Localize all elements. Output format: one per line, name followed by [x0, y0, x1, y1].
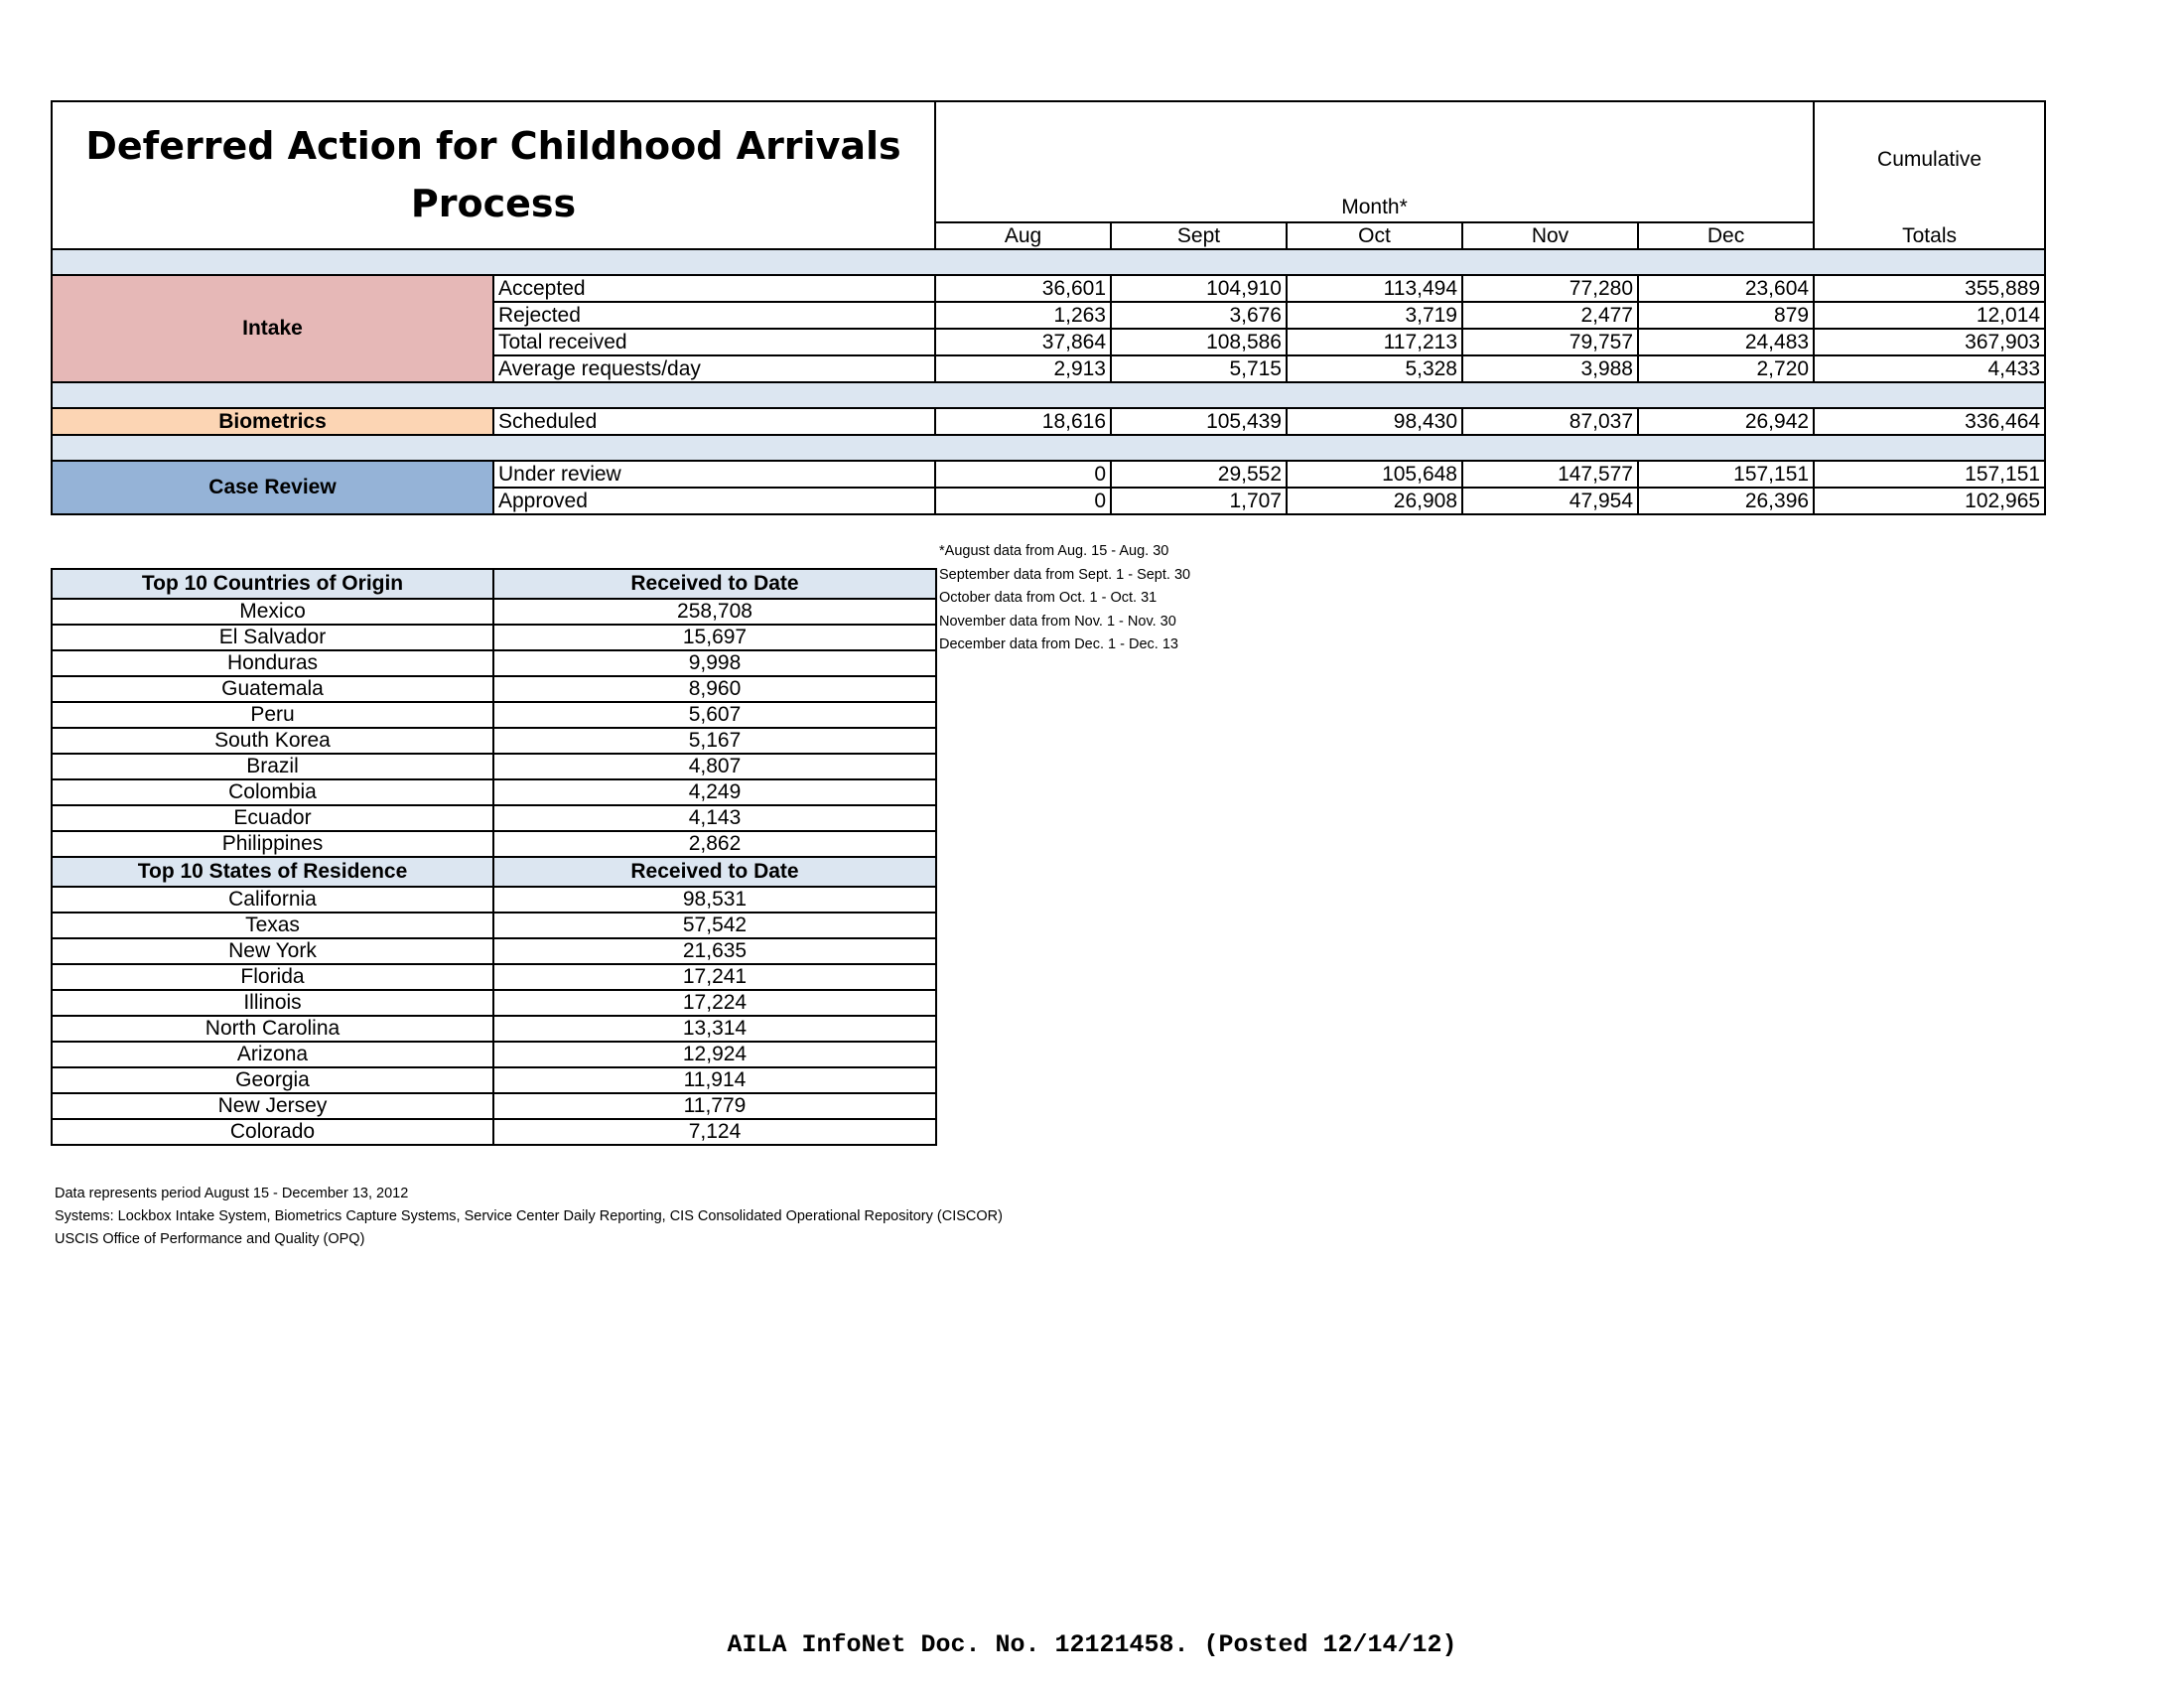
month-value: 18,616	[935, 408, 1111, 435]
month-value: 24,483	[1638, 329, 1814, 355]
state-header-name: Top 10 States of Residence	[52, 857, 493, 887]
cumulative-header-top: Cumulative	[1814, 101, 2045, 222]
month-label-nov: Nov	[1462, 222, 1638, 249]
cumulative-total: 355,889	[1814, 275, 2045, 302]
section-spacer-row	[52, 382, 2045, 408]
state-row	[52, 1067, 936, 1093]
country-value: 5,167	[493, 728, 936, 754]
country-name: Colombia	[52, 779, 493, 805]
month-value: 26,908	[1287, 488, 1462, 514]
country-name: South Korea	[52, 728, 493, 754]
month-value: 3,676	[1111, 302, 1287, 329]
country-name: El Salvador	[52, 625, 493, 650]
section-spacer-row	[52, 435, 2045, 461]
country-row	[52, 831, 936, 857]
state-name: New York	[52, 938, 493, 964]
country-name: Peru	[52, 702, 493, 728]
biometrics-row	[52, 408, 2045, 435]
state-header-row	[52, 857, 936, 887]
daca-process-table	[51, 100, 2046, 515]
page-title: Deferred Action for Childhood Arrivals Process	[52, 101, 935, 249]
country-row	[52, 676, 936, 702]
month-value: 879	[1638, 302, 1814, 329]
month-value: 29,552	[1111, 461, 1287, 488]
cumulative-total: 12,014	[1814, 302, 2045, 329]
header-row-top	[52, 101, 2045, 222]
month-value: 108,586	[1111, 329, 1287, 355]
country-value: 4,249	[493, 779, 936, 805]
case-review-section-label: Case Review	[52, 461, 493, 514]
state-row	[52, 964, 936, 990]
month-value: 1,707	[1111, 488, 1287, 514]
state-name: New Jersey	[52, 1093, 493, 1119]
metric-label: Rejected	[493, 302, 935, 329]
state-value: 98,531	[493, 887, 936, 913]
country-name: Ecuador	[52, 805, 493, 831]
country-name: Brazil	[52, 754, 493, 779]
month-value: 2,477	[1462, 302, 1638, 329]
country-value: 2,862	[493, 831, 936, 857]
month-value: 1,263	[935, 302, 1111, 329]
state-row	[52, 938, 936, 964]
country-name: Guatemala	[52, 676, 493, 702]
month-value: 2,720	[1638, 355, 1814, 382]
month-value: 87,037	[1462, 408, 1638, 435]
state-value: 21,635	[493, 938, 936, 964]
month-label-sept: Sept	[1111, 222, 1287, 249]
intake-row	[52, 275, 2045, 302]
state-name: Florida	[52, 964, 493, 990]
country-header-name: Top 10 Countries of Origin	[52, 569, 493, 599]
country-header-value: Received to Date	[493, 569, 936, 599]
country-row	[52, 805, 936, 831]
country-name: Philippines	[52, 831, 493, 857]
month-value: 77,280	[1462, 275, 1638, 302]
spacer-cell	[52, 249, 2045, 275]
month-note: October data from Oct. 1 - Oct. 31	[939, 590, 1158, 606]
spacer-cell	[52, 435, 2045, 461]
source-note: USCIS Office of Performance and Quality (OPQ)	[55, 1231, 365, 1247]
state-value: 11,779	[493, 1093, 936, 1119]
country-row	[52, 650, 936, 676]
metric-label: Scheduled	[493, 408, 935, 435]
cumulative-total: 102,965	[1814, 488, 2045, 514]
state-value: 7,124	[493, 1119, 936, 1145]
state-value: 57,542	[493, 913, 936, 938]
state-value: 13,314	[493, 1016, 936, 1042]
month-value: 0	[935, 488, 1111, 514]
month-value: 5,328	[1287, 355, 1462, 382]
state-row	[52, 1119, 936, 1145]
state-row	[52, 1093, 936, 1119]
country-header-row	[52, 569, 936, 599]
month-header: Month*	[935, 101, 1814, 222]
section-spacer-row	[52, 249, 2045, 275]
source-note: Data represents period August 15 - December 13, 2012	[55, 1186, 409, 1201]
state-name: Arizona	[52, 1042, 493, 1067]
intake-section-label: Intake	[52, 275, 493, 382]
state-header-value: Received to Date	[493, 857, 936, 887]
country-row	[52, 728, 936, 754]
document-footer: AILA InfoNet Doc. No. 12121458. (Posted 12/14/12)	[727, 1630, 1457, 1659]
month-value: 117,213	[1287, 329, 1462, 355]
month-value: 0	[935, 461, 1111, 488]
state-value: 11,914	[493, 1067, 936, 1093]
month-note: December data from Dec. 1 - Dec. 13	[939, 636, 1178, 652]
country-value: 5,607	[493, 702, 936, 728]
month-value: 26,396	[1638, 488, 1814, 514]
month-value: 5,715	[1111, 355, 1287, 382]
top10-table-body	[52, 569, 936, 1145]
month-value: 79,757	[1462, 329, 1638, 355]
metric-label: Approved	[493, 488, 935, 514]
metric-label: Total received	[493, 329, 935, 355]
month-value: 98,430	[1287, 408, 1462, 435]
month-label-dec: Dec	[1638, 222, 1814, 249]
month-value: 157,151	[1638, 461, 1814, 488]
month-value: 47,954	[1462, 488, 1638, 514]
spacer-cell	[52, 382, 2045, 408]
month-value: 26,942	[1638, 408, 1814, 435]
country-row	[52, 702, 936, 728]
cumulative-total: 367,903	[1814, 329, 2045, 355]
state-row	[52, 1016, 936, 1042]
country-row	[52, 754, 936, 779]
state-name: California	[52, 887, 493, 913]
month-value: 37,864	[935, 329, 1111, 355]
month-value: 3,719	[1287, 302, 1462, 329]
month-value: 2,913	[935, 355, 1111, 382]
month-note: *August data from Aug. 15 - Aug. 30	[939, 543, 1169, 559]
cumulative-header-bottom: Totals	[1814, 222, 2045, 249]
metric-label: Accepted	[493, 275, 935, 302]
month-label-aug: Aug	[935, 222, 1111, 249]
month-value: 147,577	[1462, 461, 1638, 488]
cumulative-total: 336,464	[1814, 408, 2045, 435]
country-row	[52, 779, 936, 805]
state-name: Colorado	[52, 1119, 493, 1145]
month-value: 23,604	[1638, 275, 1814, 302]
biometrics-section-label: Biometrics	[52, 408, 493, 435]
source-note: Systems: Lockbox Intake System, Biometrics Capture Systems, Service Center Daily Reporting, CIS Consolidated Operational Repository (CISCOR)	[55, 1208, 1003, 1224]
month-label-oct: Oct	[1287, 222, 1462, 249]
month-value: 104,910	[1111, 275, 1287, 302]
country-name: Honduras	[52, 650, 493, 676]
state-row	[52, 887, 936, 913]
state-name: North Carolina	[52, 1016, 493, 1042]
month-note: November data from Nov. 1 - Nov. 30	[939, 613, 1176, 630]
state-value: 12,924	[493, 1042, 936, 1067]
country-row	[52, 625, 936, 650]
metric-label: Under review	[493, 461, 935, 488]
source-notes	[55, 1183, 1003, 1251]
metric-label: Average requests/day	[493, 355, 935, 382]
country-value: 258,708	[493, 599, 936, 625]
month-value: 3,988	[1462, 355, 1638, 382]
cumulative-total: 4,433	[1814, 355, 2045, 382]
case-review-row	[52, 461, 2045, 488]
state-row	[52, 1042, 936, 1067]
country-value: 8,960	[493, 676, 936, 702]
country-value: 4,807	[493, 754, 936, 779]
month-value: 105,648	[1287, 461, 1462, 488]
state-row	[52, 913, 936, 938]
country-value: 15,697	[493, 625, 936, 650]
state-name: Georgia	[52, 1067, 493, 1093]
daca-process-table-body	[52, 101, 2045, 514]
state-value: 17,224	[493, 990, 936, 1016]
month-range-notes	[939, 540, 1190, 657]
country-value: 9,998	[493, 650, 936, 676]
top10-table	[51, 568, 937, 1146]
state-row	[52, 990, 936, 1016]
month-value: 36,601	[935, 275, 1111, 302]
state-value: 17,241	[493, 964, 936, 990]
country-value: 4,143	[493, 805, 936, 831]
cumulative-total: 157,151	[1814, 461, 2045, 488]
country-name: Mexico	[52, 599, 493, 625]
month-value: 105,439	[1111, 408, 1287, 435]
state-name: Texas	[52, 913, 493, 938]
month-note: September data from Sept. 1 - Sept. 30	[939, 566, 1191, 583]
state-name: Illinois	[52, 990, 493, 1016]
month-value: 113,494	[1287, 275, 1462, 302]
country-row	[52, 599, 936, 625]
